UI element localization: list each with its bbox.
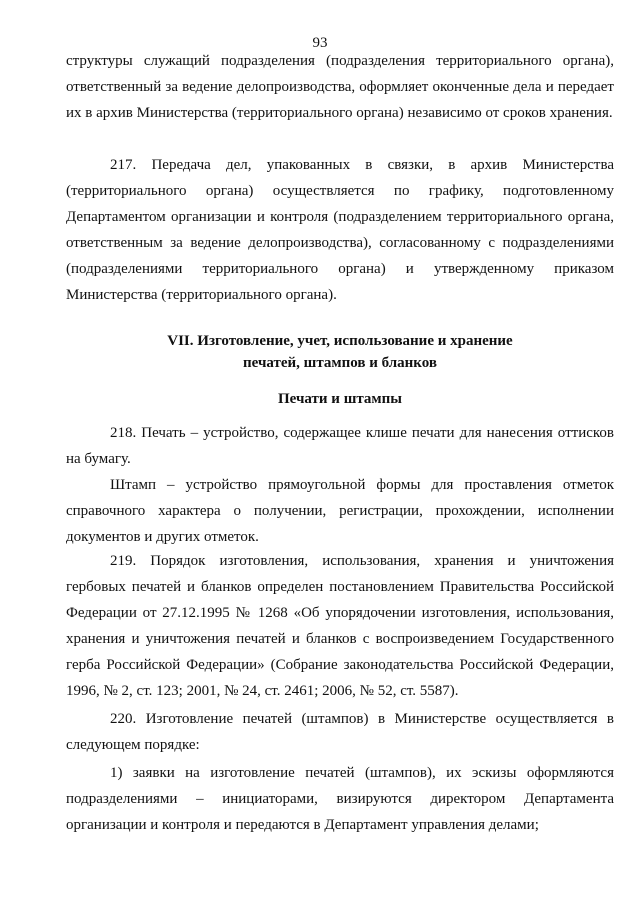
subsection-title: Печати и штампы — [278, 391, 402, 407]
paragraph-text: 219. Порядок изготовления, использования, хранения и уничтожения гербовых печатей и бланков определен постановлением Правительства Российской Федерации от 27.12.1995 № 1268 «Об упорядочении изготовления, использования, хранения и уничтожения печатей и бланков с воспроизведением Государственного герба Российской Федерации» (Собрание законодательства Российской Федерации, 1996, № 2, ст. 123; 2001, № 24, ст. 2461; 2006, № 52, ст. 5587). — [66, 553, 614, 699]
paragraph-text: 217. Передача дел, упакованных в связки, в архив Министерства (территориального органа) осуществляется по графику, подготовленному Департаментом организации и контроля (подразделением территориального органа, ответственным за ведение делопроизводства), согласованному с подразделениями (подразделениями территориального органа) и утвержденному приказом Министерства (территориального органа). — [66, 157, 614, 303]
list-item-1 — [66, 760, 614, 838]
section-title-line-2: печатей, штампов и бланков — [243, 355, 437, 371]
section-heading — [66, 330, 614, 374]
paragraph-218 — [66, 420, 614, 472]
paragraph-stamp — [66, 472, 614, 550]
subsection-heading — [66, 386, 614, 412]
paragraph-text: Штамп – устройство прямоугольной формы для проставления отметок справочного характера о получении, регистрации, прохождении, исполнении документов и других отметок. — [66, 477, 614, 545]
section-title-line-1: VII. Изготовление, учет, использование и хранение — [167, 333, 513, 349]
page-number: 93 — [312, 35, 328, 51]
list-item-text: 1) заявки на изготовление печатей (штампов), их эскизы оформляются подразделениями – инициаторами, визируются директором Департамента организации и контроля и передаются в Департамент управления делами; — [66, 765, 614, 833]
paragraph-217 — [66, 152, 614, 308]
paragraph-text: 220. Изготовление печатей (штампов) в Министерстве осуществляется в следующем порядке: — [66, 711, 614, 753]
paragraph-text: структуры служащий подразделения (подразделения территориального органа), ответственный за ведение делопроизводства, оформляет оконченные дела и передает их в архив Министерства (территориального органа) независимо от сроков хранения. — [66, 53, 614, 121]
paragraph-219 — [66, 548, 614, 704]
continuation-paragraph — [66, 48, 614, 126]
paragraph-220 — [66, 706, 614, 758]
paragraph-text: 218. Печать – устройство, содержащее клише печати для нанесения оттисков на бумагу. — [66, 425, 614, 467]
